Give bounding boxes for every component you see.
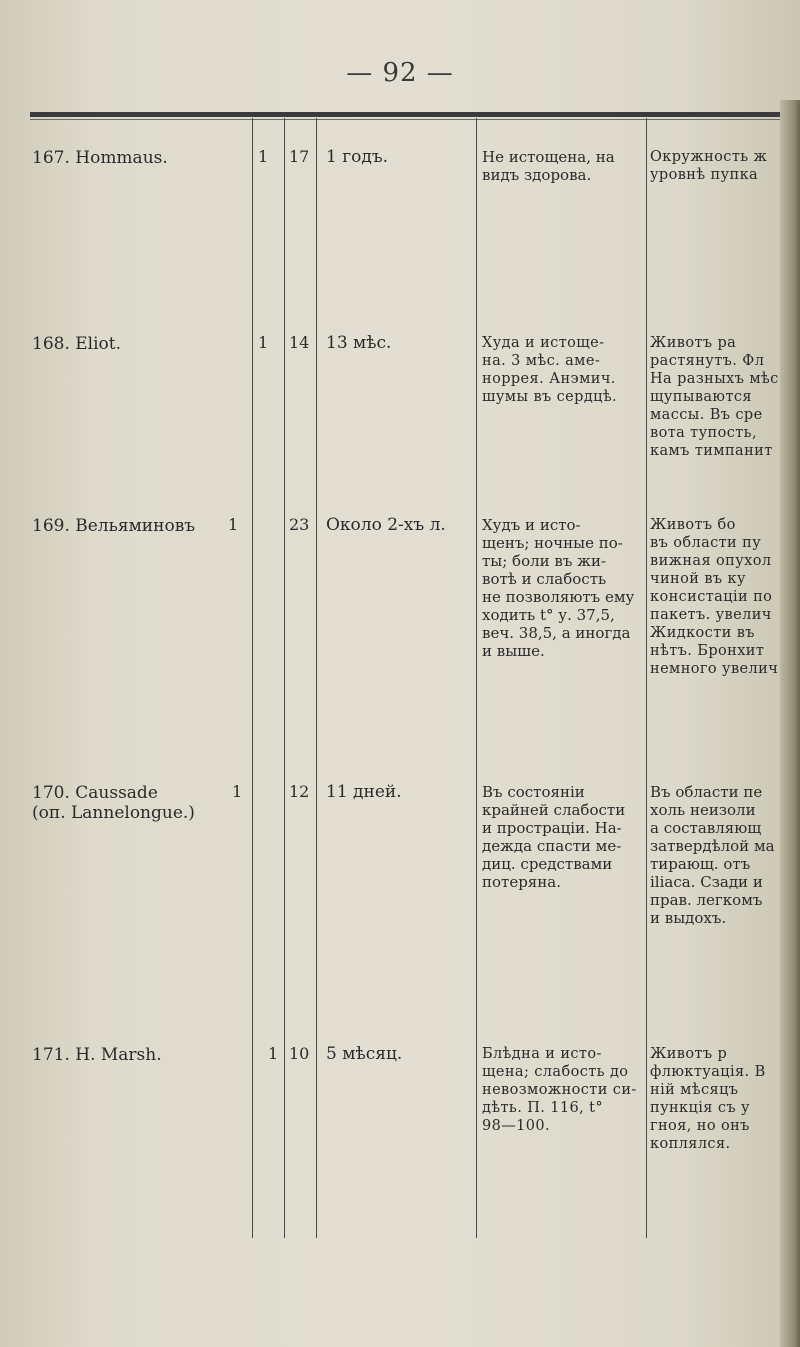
case-name: 171. H. Marsh. bbox=[32, 1045, 162, 1065]
case-name: 169. Вельяминовъ bbox=[32, 516, 196, 536]
column-divider bbox=[476, 118, 477, 1238]
column-divider bbox=[252, 118, 253, 1238]
case-days: 23 bbox=[289, 515, 310, 534]
case-name: 167. Hommaus. bbox=[32, 148, 168, 168]
case-age: 13 мѣс. bbox=[326, 333, 392, 353]
column-divider bbox=[284, 118, 285, 1238]
case-state: Не истощена, на видъ здорова. bbox=[482, 148, 615, 184]
case-days: 10 bbox=[289, 1044, 310, 1063]
case-age: 1 годъ. bbox=[326, 147, 389, 167]
case-findings: Въ области пе холь неизоли а составляющ затвердѣлой ма тирающ. отъ iliaca. Сзади и прав. легкомъ и выдохъ. bbox=[650, 783, 775, 927]
case-days: 12 bbox=[289, 782, 310, 801]
page-number: — 92 — bbox=[346, 58, 454, 88]
case-count: 1 bbox=[232, 782, 243, 801]
case-count: 1 bbox=[258, 333, 269, 352]
case-age: Около 2-хъ л. bbox=[326, 515, 446, 535]
case-age: 5 мѣсяц. bbox=[326, 1044, 403, 1064]
case-state: Въ состояніи крайней слабости и прострацiи. На- дежда спасти ме- диц. средствами потеряна. bbox=[482, 783, 626, 891]
case-state: Блѣдна и исто- щена; слабость до невозможности си- дѣть. П. 116, t° 98—100. bbox=[482, 1046, 637, 1134]
case-findings: Животъ р флюктуація. В ній мѣсяцъ пункція съ у гноя, но онъ коплялся. bbox=[650, 1046, 766, 1152]
case-count: 1 bbox=[268, 1044, 279, 1063]
case-findings: Окружность ж уровнѣ пупка bbox=[650, 149, 768, 183]
case-findings: Животъ бо въ области пу вижная опухол чиной въ ку консистаціи по пакетъ. увелич Жидкости въ нѣтъ. Бронхит немного увелич bbox=[650, 517, 779, 677]
case-age: 11 дней. bbox=[326, 782, 402, 802]
case-count: 1 bbox=[228, 515, 239, 534]
page-binding-edge bbox=[780, 100, 800, 1347]
case-state: Худъ и исто- щенъ; ночные по- ты; боли въ жи- вотѣ и слабость не позволяютъ ему ходить t° у. 37,5, веч. 38,5, а иногда и выше. bbox=[482, 516, 635, 660]
case-findings: Животъ ра растянутъ. Фл На разныхъ мѣс щупываются массы. Въ сре вота тупость, камъ тимпанит bbox=[650, 335, 779, 459]
case-days: 14 bbox=[289, 333, 310, 352]
header-rule bbox=[30, 112, 790, 117]
case-days: 17 bbox=[289, 147, 310, 166]
column-divider bbox=[316, 118, 317, 1238]
header-rule-thin bbox=[30, 119, 790, 120]
column-divider bbox=[646, 118, 647, 1238]
case-name: 170. Caussade (оп. Lannelongue.) bbox=[32, 783, 195, 823]
case-state: Худа и истоще- на. 3 мѣс. аме- норрея. Анэмич. шумы въ сердцѣ. bbox=[482, 335, 618, 405]
case-count: 1 bbox=[258, 147, 269, 166]
case-name: 168. Eliot. bbox=[32, 334, 122, 354]
